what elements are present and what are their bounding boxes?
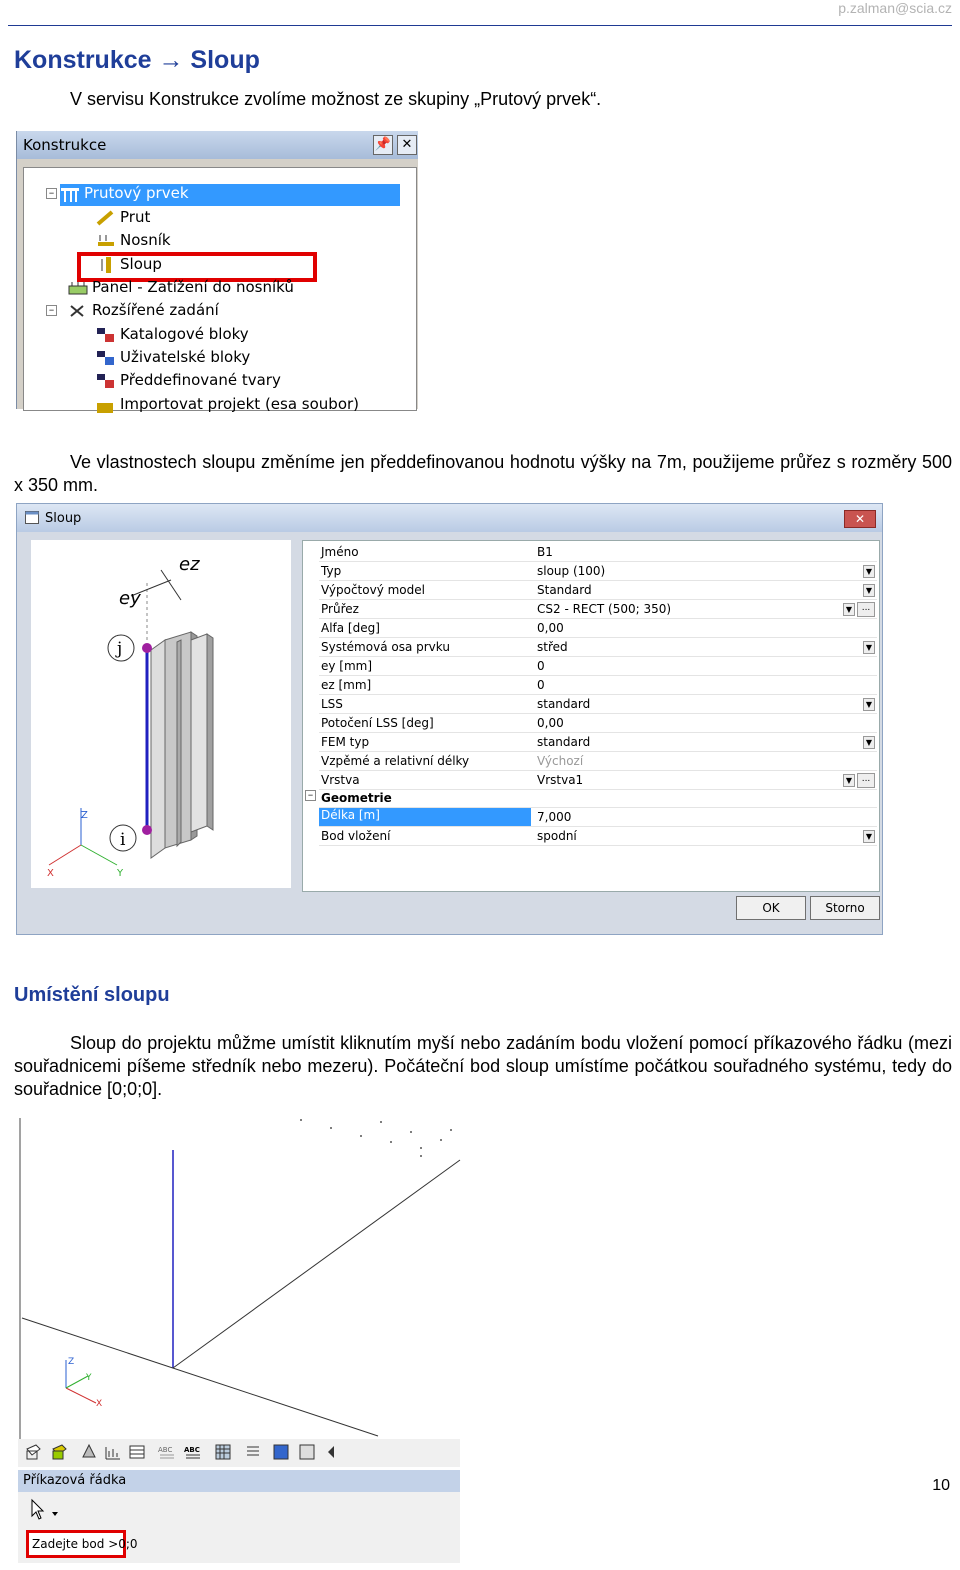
close-button[interactable]: ✕ (844, 510, 876, 528)
tree-item-importovat-projekt[interactable]: Importovat projekt (esa soubor) (96, 395, 359, 417)
ellipsis-button[interactable]: ... (857, 773, 875, 788)
node-i (142, 825, 152, 835)
j-label: j (117, 639, 123, 659)
render-icon[interactable] (272, 1443, 290, 1461)
axis-y-label: Y (117, 868, 124, 879)
cursor-select-icon[interactable] (28, 1498, 62, 1522)
prop-row-vypoctovy-model[interactable]: Výpočtový model Standard ▼ (319, 581, 877, 600)
prop-group-geometrie[interactable]: Geometrie (319, 789, 877, 808)
column-preview (31, 540, 291, 888)
storno-button[interactable]: Storno (810, 896, 880, 920)
solid-view-icon[interactable] (50, 1443, 68, 1461)
collapse-left-icon[interactable] (322, 1443, 340, 1461)
collapse-icon[interactable]: − (46, 188, 57, 199)
prop-row-delka[interactable]: Délka [m] 7,000 (319, 808, 877, 827)
prop-row-lss[interactable]: LSS standard ▼ (319, 695, 877, 714)
label-abc-icon[interactable] (158, 1443, 176, 1461)
panel-titlebar (17, 131, 418, 159)
wireframe-view-icon[interactable] (24, 1443, 42, 1461)
page-number: 10 (932, 1477, 950, 1494)
dropdown-arrow-icon[interactable]: ▼ (863, 698, 875, 711)
properties-grid (302, 540, 880, 892)
axis-x-label: X (47, 868, 54, 879)
tree-item-katalogove-bloky[interactable]: Katalogové bloky (96, 325, 249, 347)
dropdown-arrow-icon[interactable]: ▼ (843, 774, 855, 787)
node-j (142, 643, 152, 653)
tree-item-prutovy-prvek[interactable]: Prutový prvek (60, 184, 400, 206)
section-title-umisteni-sloupu: Umístění sloupu (14, 984, 170, 1006)
layers-icon[interactable] (298, 1443, 316, 1461)
panel-title: Konstrukce (23, 136, 107, 154)
svg-text:ABC: ABC (184, 1446, 200, 1454)
grid-icon[interactable] (214, 1443, 232, 1461)
author-email: p.zalman@scia.cz (838, 0, 952, 16)
command-input[interactable]: Zadejte bod >0;0 (26, 1530, 126, 1558)
label-abc-bold-icon[interactable] (184, 1443, 202, 1461)
beam-icon (96, 210, 116, 226)
dropdown-arrow-icon[interactable]: ▼ (843, 603, 855, 616)
prop-row-fem-typ[interactable]: FEM typ standard ▼ (319, 733, 877, 752)
import-icon (96, 397, 116, 413)
axis-z-label: Z (81, 810, 88, 821)
close-icon[interactable]: ✕ (397, 135, 417, 155)
ez-label: ez (179, 554, 200, 575)
girder-icon (96, 233, 116, 249)
list-icon[interactable] (244, 1443, 262, 1461)
i-label: i (120, 830, 126, 850)
user-blocks-icon (96, 350, 116, 366)
dropdown-arrow-icon[interactable]: ▼ (863, 641, 875, 654)
dialog-title: Sloup (45, 511, 82, 526)
prop-row-prurez[interactable]: Průřez CS2 - RECT (500; 350) ▼ ... (319, 600, 877, 619)
dropdown-arrow-icon[interactable]: ▼ (863, 830, 875, 843)
tree-item-prut[interactable]: Prut (96, 208, 150, 230)
header-rule (8, 25, 952, 26)
collapse-icon[interactable]: − (46, 305, 57, 316)
tree-item-panel[interactable]: Panel - Zatížení do nosníků (68, 278, 294, 300)
grid-axis-line (173, 1160, 460, 1368)
panel-icon (68, 280, 88, 296)
tree-item-uzivatelske-bloky[interactable]: Uživatelské bloky (96, 348, 250, 370)
collapse-icon[interactable]: − (305, 790, 316, 801)
dialog-titlebar (17, 504, 882, 532)
prop-row-ez[interactable]: ez [mm] 0 (319, 676, 877, 695)
ellipsis-button[interactable]: ... (857, 602, 875, 617)
section-title-konstrukce-sloup: Konstrukce → Sloup (14, 46, 260, 74)
model-view (18, 1118, 460, 1563)
column-drawing (31, 540, 291, 888)
prop-row-typ[interactable]: Typ sloup (100) ▼ (319, 562, 877, 581)
prop-row-vrstva[interactable]: Vrstva Vrstva1 ▼ ... (319, 771, 877, 790)
tree-item-nosnik[interactable]: Nosník (96, 231, 171, 253)
toolbar (18, 1439, 460, 1467)
dropdown-arrow-icon[interactable]: ▼ (863, 584, 875, 597)
konstrukce-panel (16, 131, 418, 413)
axis-z-label: Z (68, 1357, 75, 1367)
dropdown-arrow-icon[interactable]: ▼ (863, 565, 875, 578)
svg-text:ABC: ABC (158, 1446, 173, 1454)
axis-y-label: Y (86, 1373, 92, 1383)
tree-item-preddefinovane-tvary[interactable]: Předdefinované tvary (96, 371, 281, 393)
window-icon (25, 511, 39, 524)
grid-axis-line (22, 1318, 378, 1436)
ok-button[interactable]: OK (736, 896, 806, 920)
table-icon[interactable] (128, 1443, 146, 1461)
tree-item-rozsirene-zadani[interactable]: Rozšířené zadání (68, 301, 219, 323)
prop-row-ey[interactable]: ey [mm] 0 (319, 657, 877, 676)
support-icon[interactable] (80, 1443, 98, 1461)
prop-row-potoceni-lss[interactable]: Potočení LSS [deg] 0,00 (319, 714, 877, 733)
properties-paragraph: Ve vlastnostech sloupu změníme jen předdefinovanou hodnotu výšky na 7m, použijeme průřez s rozměry 500 x 350 mm. (14, 452, 952, 495)
axis-x-label: X (96, 1399, 103, 1409)
intro-paragraph: V servisu Konstrukce zvolíme možnost ze skupiny „Prutový prvek“. (70, 89, 602, 109)
command-line-title: Příkazová řádka (23, 1473, 127, 1488)
catalog-blocks-icon (96, 327, 116, 343)
dropdown-arrow-icon[interactable]: ▼ (863, 736, 875, 749)
prop-row-jmeno[interactable]: Jméno B1 (319, 543, 877, 562)
bar-group-icon (60, 186, 80, 202)
command-line-area (18, 1492, 460, 1563)
sloup-dialog (16, 503, 883, 935)
pin-icon[interactable]: 📌 (373, 135, 393, 155)
prop-row-bod-vlozeni[interactable]: Bod vložení spodní ▼ (319, 827, 877, 846)
predefined-shapes-icon (96, 373, 116, 389)
ey-label: ey (119, 588, 141, 609)
prop-row-alfa[interactable]: Alfa [deg] 0,00 (319, 619, 877, 638)
command-line-titlebar (18, 1470, 460, 1492)
model-canvas (18, 1118, 460, 1439)
chart-icon[interactable] (104, 1443, 122, 1461)
prop-row-vzpeme-delky[interactable]: Vzpěmé a relativní délky Výchozí (319, 752, 877, 771)
tree-item-sloup[interactable]: Sloup (96, 255, 162, 277)
advanced-input-icon (68, 303, 88, 319)
placement-paragraph: Sloup do projektu můžme umístit kliknutím myší nebo zadáním bodu vložení pomocí příkazového řádku (mezi souřadnicemi píšeme středník nebo mezeru). Počáteční bod sloup umístíme počátkou souřadného systému, tedy do souřadnice [0;0;0]. (14, 1033, 952, 1099)
structure-tree (23, 167, 417, 411)
prop-row-systemova-osa[interactable]: Systémová osa prvku střed ▼ (319, 638, 877, 657)
